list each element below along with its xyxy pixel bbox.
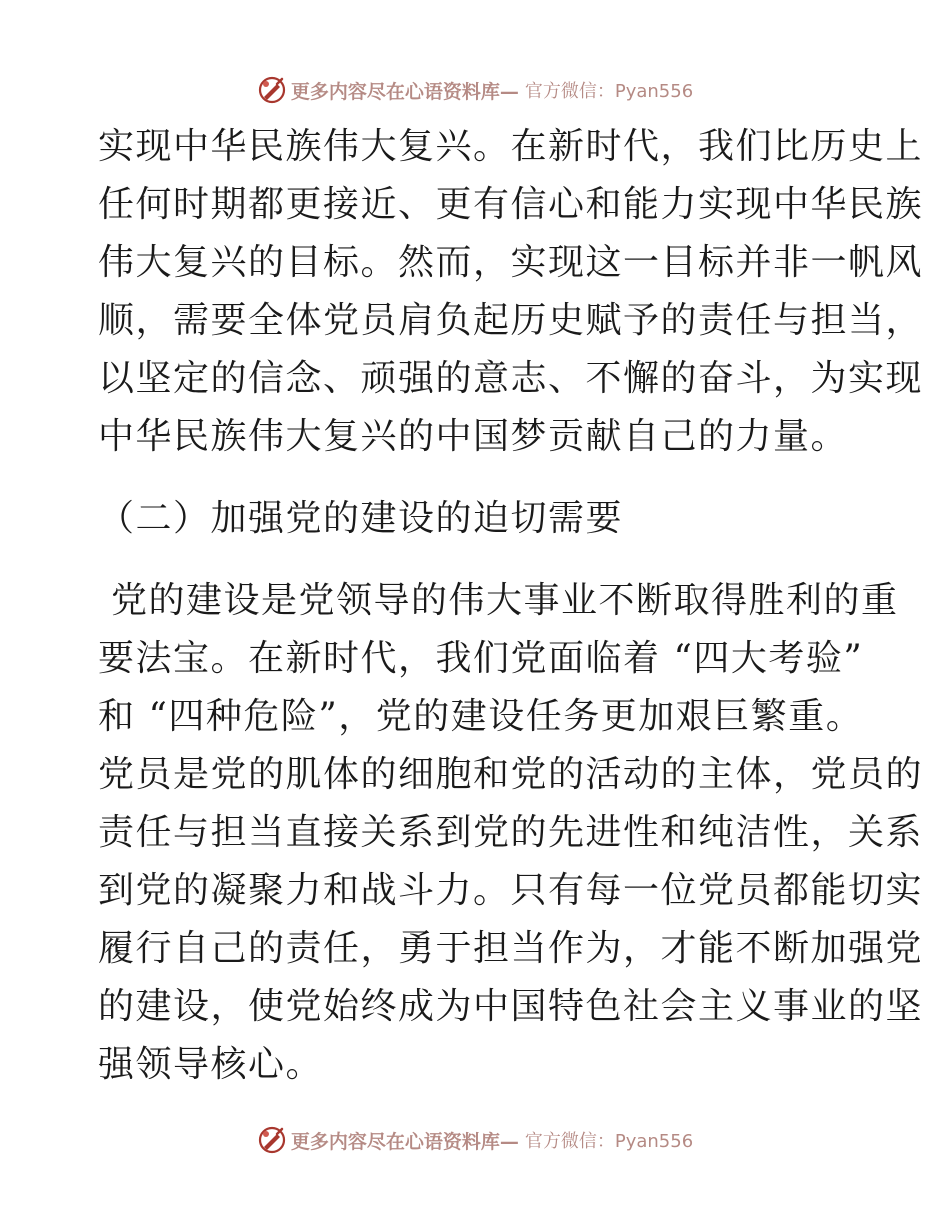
quill-pen-logo-icon <box>257 1125 287 1155</box>
section-heading: （二）加强党的建设的迫切需要 <box>98 498 624 539</box>
text-line: 责任与担当直接关系到党的先进性和纯洁性，关系 <box>98 812 924 853</box>
text-line: 任何时期都更接近、更有信心和能力实现中华民族 <box>98 184 924 225</box>
document-body <box>98 118 924 1094</box>
text-line: 的建设，使党始终成为中国特色社会主义事业的坚 <box>98 986 924 1027</box>
text-line: 中华民族伟大复兴的中国梦贡献自己的力量。 <box>98 416 849 457</box>
text-line: 以坚定的信念、顽强的意志、不懈的奋斗，为实现 <box>98 358 924 399</box>
text-line: 顺，需要全体党员肩负起历史赋予的责任与担当， <box>98 300 924 341</box>
watermark-text: 更多内容尽在心语资料库— <box>290 1130 519 1153</box>
text-line: 要法宝。在新时代，我们党面临着 “四大考验” <box>98 638 864 679</box>
footer-watermark <box>0 1120 950 1160</box>
paragraph-1 <box>98 118 924 466</box>
watermark-contact: 官方微信：Pyan556 <box>524 81 694 102</box>
text-line: 党员是党的肌体的细胞和党的活动的主体，党员的 <box>98 754 924 795</box>
header-watermark <box>0 70 950 110</box>
watermark-text: 更多内容尽在心语资料库— <box>290 80 519 103</box>
watermark-contact: 官方微信：Pyan556 <box>524 1131 694 1152</box>
text-line: 到党的凝聚力和战斗力。只有每一位党员都能切实 <box>98 870 924 911</box>
watermark-group <box>257 1125 693 1155</box>
text-line: 履行自己的责任，勇于担当作为，才能不断加强党 <box>98 928 924 969</box>
text-line: 党的建设是党领导的伟大事业不断取得胜利的重 <box>98 580 899 621</box>
paragraph-2 <box>98 572 924 1094</box>
text-line: 和 “四种危险”，党的建设任务更加艰巨繁重。 <box>98 696 864 737</box>
text-line: 实现中华民族伟大复兴。在新时代，我们比历史上 <box>98 126 924 167</box>
quill-pen-logo-icon <box>257 75 287 105</box>
watermark-group <box>257 75 693 105</box>
text-line: 强领导核心。 <box>98 1044 324 1085</box>
text-line: 伟大复兴的目标。然而，实现这一目标并非一帆风 <box>98 242 924 283</box>
